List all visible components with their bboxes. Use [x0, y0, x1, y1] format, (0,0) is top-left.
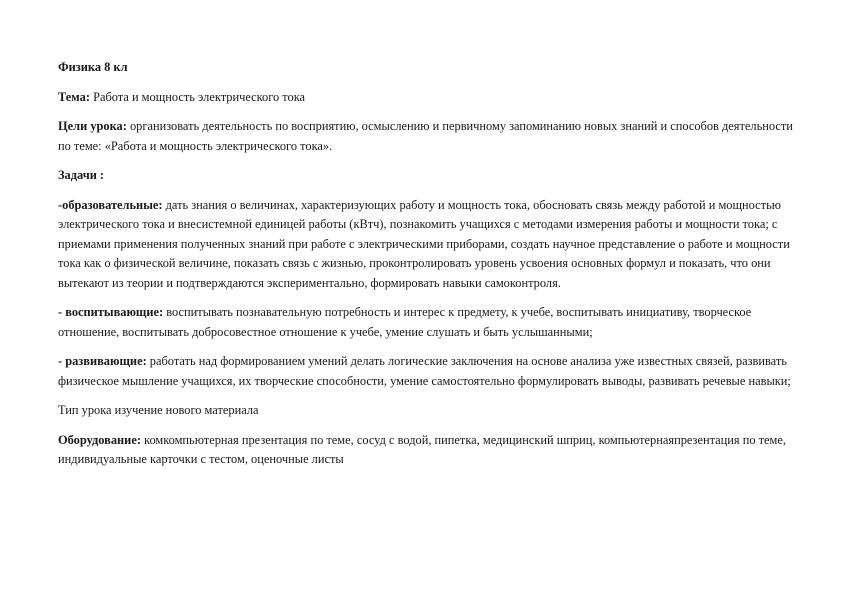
developing-paragraph [58, 352, 808, 391]
topic-paragraph [58, 88, 808, 108]
developing-label: - развивающие: [58, 354, 147, 368]
educational-text: дать знания о величинах, характеризующих работу и мощность тока, обосновать связь между работой и мощностью электрического тока и внесистемной единицей работы (кВтч), познакомить учащихся с методами измерения работы и мощности тока; с приемами применения полученных знаний при работе с электрическими приборами, создать научное представление о работе и мощности тока как о физической величине, показать связь с жизнью, проконтролировать уровень усвоения основных формул и показать, что они вытекают из теории и подтверждаются экспериментально, формировать навыки самоконтроля. [58, 197, 790, 290]
educational-paragraph [58, 196, 808, 294]
upbringing-text: воспитывать познавательную потребность и интерес к предмету, к учебе, воспитывать инициативу, творческое отношение, воспитывать добросовестное отношение к учебе, умение слушать и быть услышанными; [58, 305, 752, 339]
document-page [58, 58, 808, 480]
goals-text: организовать деятельность по восприятию, осмыслению и первичному запоминанию новых знаний и способов деятельности по теме: «Работа и мощность электрического тока». [58, 119, 793, 153]
equipment-paragraph [58, 431, 808, 470]
tasks-label: Задачи : [58, 168, 105, 182]
upbringing-label: - воспитывающие: [58, 305, 164, 319]
goals-label: Цели урока: [58, 119, 127, 133]
equipment-text: комкомпьютерная презентация по теме, сосуд с водой, пипетка, медицинский шприц, компьютернаяпрезентация по теме, индивидуальные карточки с тестом, оценочные листы [58, 432, 786, 466]
goals-paragraph [58, 117, 808, 156]
educational-label: -образовательные: [58, 197, 163, 212]
topic-label: Тема: [58, 89, 90, 104]
lesson-type-text: Тип урока изучение нового материала [58, 403, 259, 417]
developing-text: работать над формированием умений делать логические заключения на основе анализа уже известных связей, развивать физическое мышление учащихся, их творческие способности, умение самостоятельно формулировать выводы, развивать речевые навыки; [58, 354, 791, 388]
upbringing-paragraph [58, 303, 808, 342]
document-heading [58, 58, 808, 78]
heading-text: Физика 8 кл [58, 60, 128, 74]
tasks-paragraph [58, 166, 808, 186]
equipment-label: Оборудование: [58, 432, 141, 447]
lesson-type-paragraph [58, 401, 808, 421]
topic-text: Работа и мощность электрического тока [89, 89, 306, 104]
